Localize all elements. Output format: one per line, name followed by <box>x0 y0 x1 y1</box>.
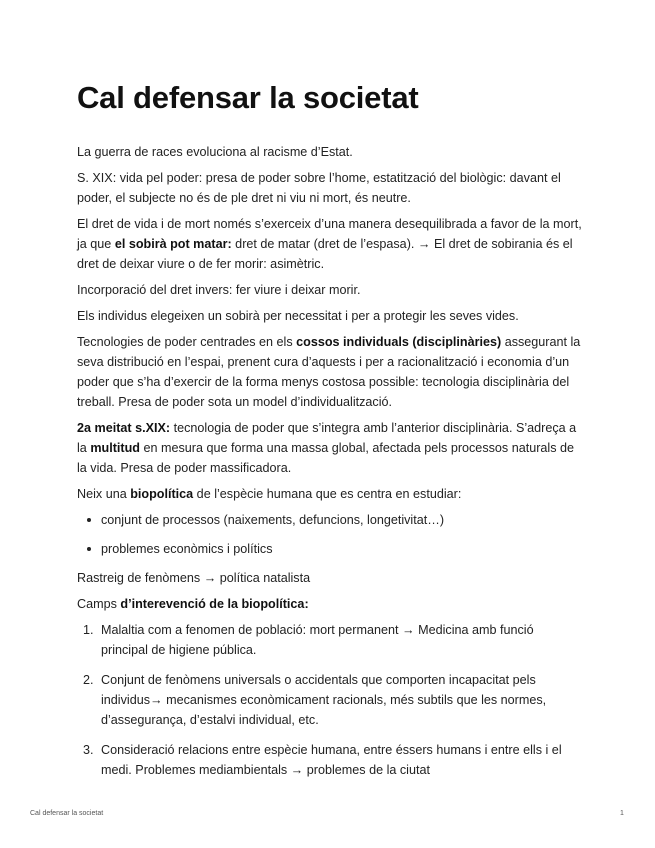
numbered-list <box>77 620 582 780</box>
paragraph-3 <box>77 214 582 274</box>
text-run: Camps <box>77 597 121 611</box>
list-number: 2. <box>83 673 94 687</box>
paragraph-2: S. XIX: vida pel poder: presa de poder sobre l’home, estatització del biològic: davant el poder, el subjecte no és de ple dret ni viu ni mort, és neutre. <box>77 171 561 205</box>
list-item-text: Malaltia com a fenomen de població: mort permanent → Medicina amb funció principal de higiene pública. <box>101 623 534 657</box>
text-run: de l’espècie humana que es centra en estudiar: <box>193 487 462 501</box>
bold-text: 2a meitat s.XIX: <box>77 421 171 435</box>
paragraph-6 <box>77 332 582 412</box>
list-item <box>77 539 582 559</box>
list-number: 3. <box>83 743 94 757</box>
document-page <box>77 78 582 790</box>
text-run: assegurant la seva distribució en l’espai, prenent cura d’aquests i per a racionalització i economia d’un poder que s’ha d’exercir de la forma menys costosa possible: tecnologia disciplinària del treball. Presa de poder sota un model d’individualització. <box>77 335 581 409</box>
text-run: Tecnologies de poder centrades en els <box>77 335 297 349</box>
text-run: El dret de vida i de mort només s’exerceix d’una manera desequilibrada a favor de la mort, ja que <box>77 217 582 251</box>
text-run: en mesura que forma una massa global, afectada pels processos naturals de la vida. Presa de poder massificadora. <box>77 441 575 475</box>
paragraph-5: Els individus elegeixen un sobirà per necessitat i per a protegir les seves vides. <box>77 309 519 323</box>
document-body <box>77 142 582 780</box>
bullet-dot-icon <box>87 547 91 551</box>
paragraph-1: La guerra de races evoluciona al racisme d’Estat. <box>77 145 353 159</box>
list-item <box>77 670 582 730</box>
list-item-text: Conjunt de fenòmens universals o accidentals que comporten incapacitat pels individus→ mecanismes econòmicament racionals, més subtils que les normes, d’assegurança, d’estalvi individual, etc. <box>101 673 547 727</box>
text-run: Neix una <box>77 487 131 501</box>
list-item-text: conjunt de processos (naixements, defuncions, longetivitat…) <box>101 513 445 527</box>
bullet-dot-icon <box>87 518 91 522</box>
bold-text: biopolítica <box>130 487 194 501</box>
list-item <box>77 510 582 530</box>
list-item-text: Consideració relacions entre espècie humana, entre éssers humans i entre ells i el medi. Problemes mediambientals → problemes de la ciutat <box>101 743 562 777</box>
page-number: 1 <box>620 810 624 817</box>
list-number: 1. <box>83 623 94 637</box>
text-run: tecnologia de poder que s’integra amb l’anterior disciplinària. S’adreça a la <box>77 421 577 455</box>
bullet-list <box>77 510 582 559</box>
bold-text: el sobirà pot matar: <box>114 237 232 251</box>
paragraph-10 <box>77 594 582 614</box>
bold-text: cossos individuals (disciplinàries) <box>296 335 502 349</box>
paragraph-8 <box>77 484 582 504</box>
list-item <box>77 740 582 780</box>
list-item-text: problemes econòmics i polítics <box>101 542 273 556</box>
bold-text: d’interevenció de la biopolítica: <box>120 597 309 611</box>
page-title: Cal defensar la societat <box>77 80 419 115</box>
bold-text: multitud <box>90 441 140 455</box>
list-item <box>77 620 582 660</box>
paragraph-7 <box>77 418 582 478</box>
text-run: dret de matar (dret de l’espasa). → El dret de sobirania és el dret de deixar viure o de fer morir: asimètric. <box>77 237 573 271</box>
paragraph-9: Rastreig de fenòmens → política natalista <box>77 571 311 585</box>
footer-title: Cal defensar la societat <box>30 810 104 817</box>
paragraph-4: Incorporació del dret invers: fer viure i deixar morir. <box>77 283 361 297</box>
